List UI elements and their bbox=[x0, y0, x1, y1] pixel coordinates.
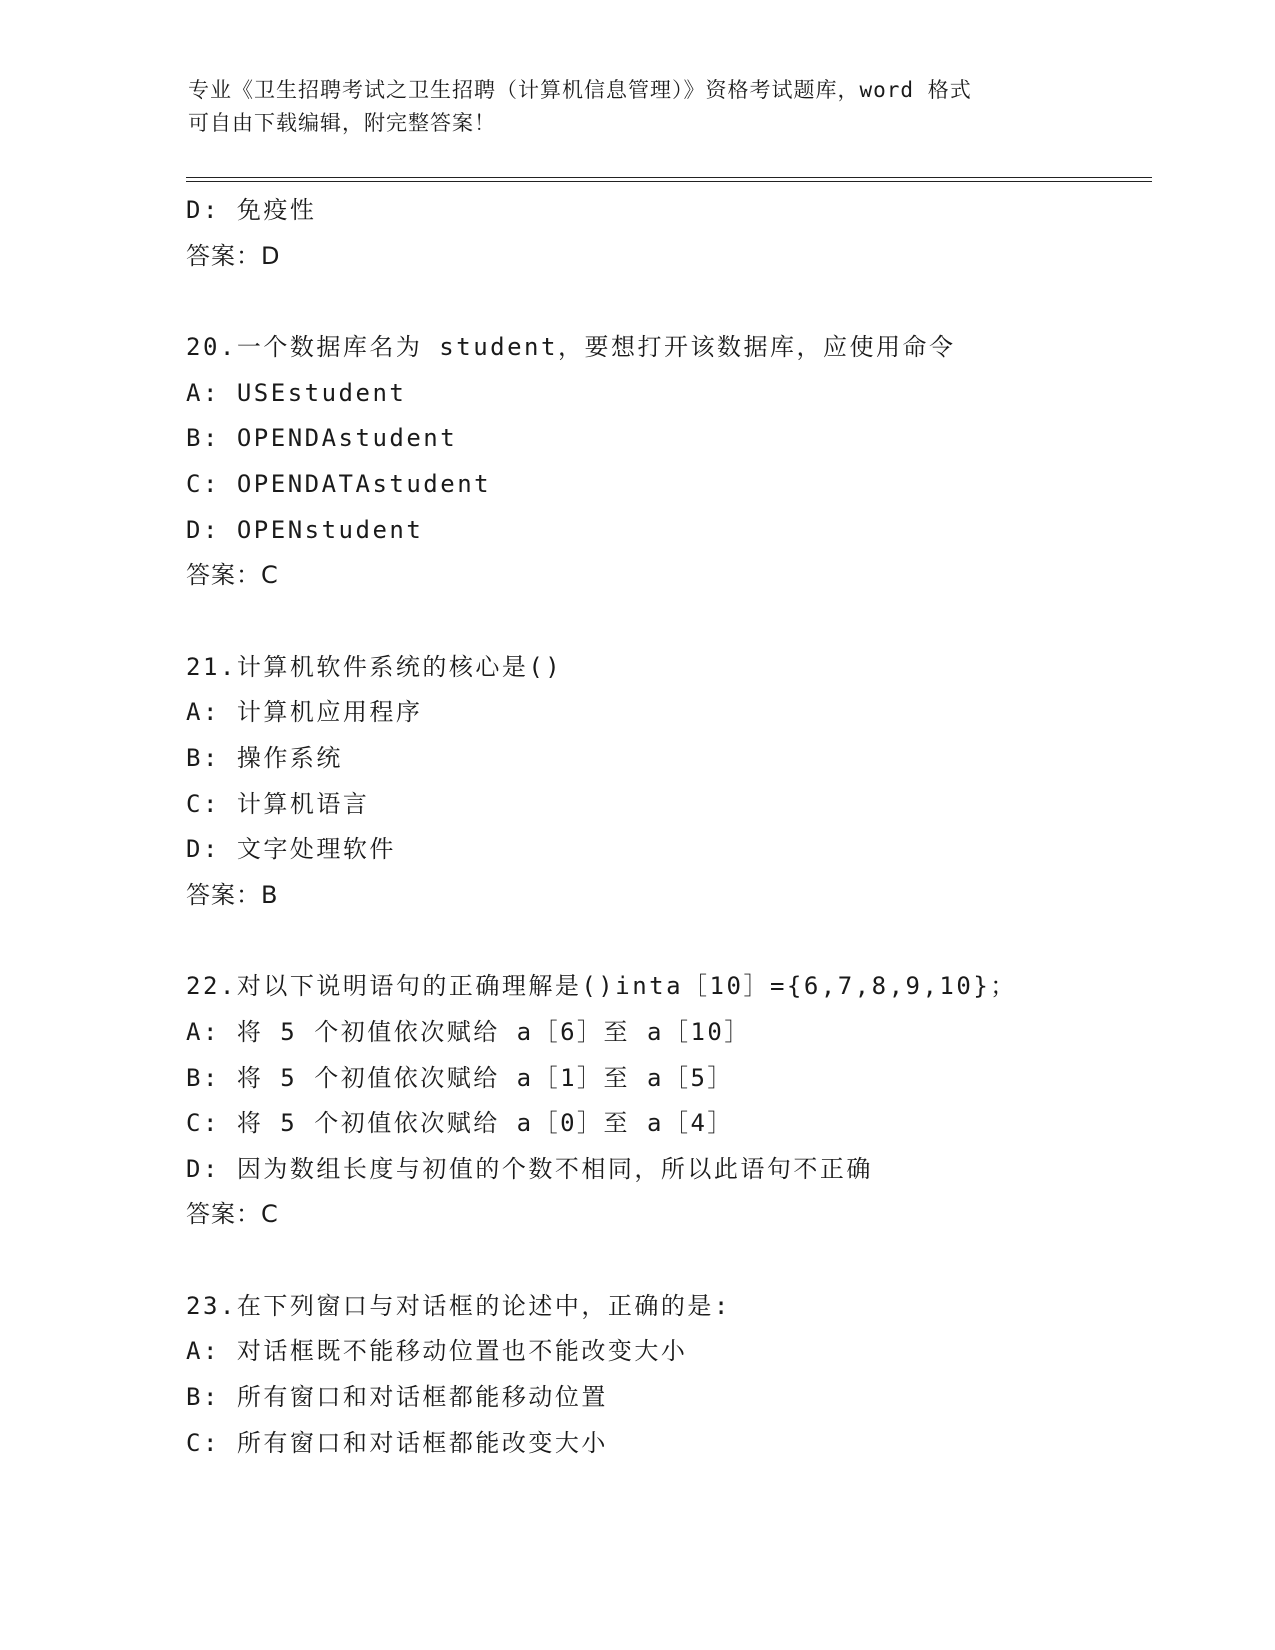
block-spacer bbox=[186, 279, 1186, 325]
option-d: D: OPENstudent bbox=[186, 515, 424, 544]
option-b: B: 将 5 个初值依次赋给 a［1］至 a［5］ bbox=[186, 1063, 734, 1092]
option-d: D: 因为数组长度与初值的个数不相同，所以此语句不正确 bbox=[186, 1154, 873, 1183]
option-c: C: OPENDATAstudent bbox=[186, 469, 492, 498]
option-c: C: 将 5 个初值依次赋给 a［0］至 a［4］ bbox=[186, 1109, 734, 1138]
option-a: A: 将 5 个初值依次赋给 a［6］至 a［10］ bbox=[186, 1017, 751, 1046]
answer-line: 答案：C bbox=[186, 1200, 279, 1229]
block-spacer bbox=[186, 918, 1186, 964]
option-b: B: OPENDAstudent bbox=[186, 424, 458, 453]
question-block-23 bbox=[186, 1284, 1186, 1466]
question-block-22 bbox=[186, 964, 1186, 1238]
question-text: 20.一个数据库名为 student，要想打开该数据库，应使用命令 bbox=[186, 333, 956, 362]
block-spacer bbox=[186, 1238, 1186, 1284]
question-block-19 bbox=[186, 188, 1186, 279]
page-header bbox=[188, 74, 1088, 140]
option-d: D: 免疫性 bbox=[186, 196, 317, 224]
question-text: 21.计算机软件系统的核心是() bbox=[186, 652, 563, 681]
block-spacer bbox=[186, 599, 1186, 645]
header-divider bbox=[186, 177, 1152, 182]
question-block-21 bbox=[186, 645, 1186, 919]
answer-line: 答案：C bbox=[186, 561, 279, 590]
option-c: C: 计算机语言 bbox=[186, 789, 370, 818]
question-block-20 bbox=[186, 325, 1186, 599]
question-text: 22.对以下说明语句的正确理解是()inta［10］={6,7,8,9,10}； bbox=[186, 972, 1017, 1001]
option-b: B: 操作系统 bbox=[186, 743, 343, 772]
option-d: D: 文字处理软件 bbox=[186, 835, 396, 864]
option-a: A: 对话框既不能移动位置也不能改变大小 bbox=[186, 1337, 688, 1366]
option-a: A: USEstudent bbox=[186, 378, 407, 407]
question-text: 23.在下列窗口与对话框的论述中，正确的是: bbox=[186, 1291, 731, 1320]
header-line-1: 专业《卫生招聘考试之卫生招聘（计算机信息管理）》资格考试题库，word 格式 bbox=[188, 78, 972, 102]
question-list bbox=[186, 188, 1186, 1466]
answer-line: 答案：B bbox=[186, 880, 279, 909]
option-a: A: 计算机应用程序 bbox=[186, 698, 423, 727]
option-b: B: 所有窗口和对话框都能移动位置 bbox=[186, 1383, 608, 1412]
answer-line: 答案：D bbox=[186, 241, 281, 270]
header-line-2: 可自由下载编辑，附完整答案！ bbox=[188, 111, 496, 135]
option-c: C: 所有窗口和对话框都能改变大小 bbox=[186, 1428, 608, 1457]
